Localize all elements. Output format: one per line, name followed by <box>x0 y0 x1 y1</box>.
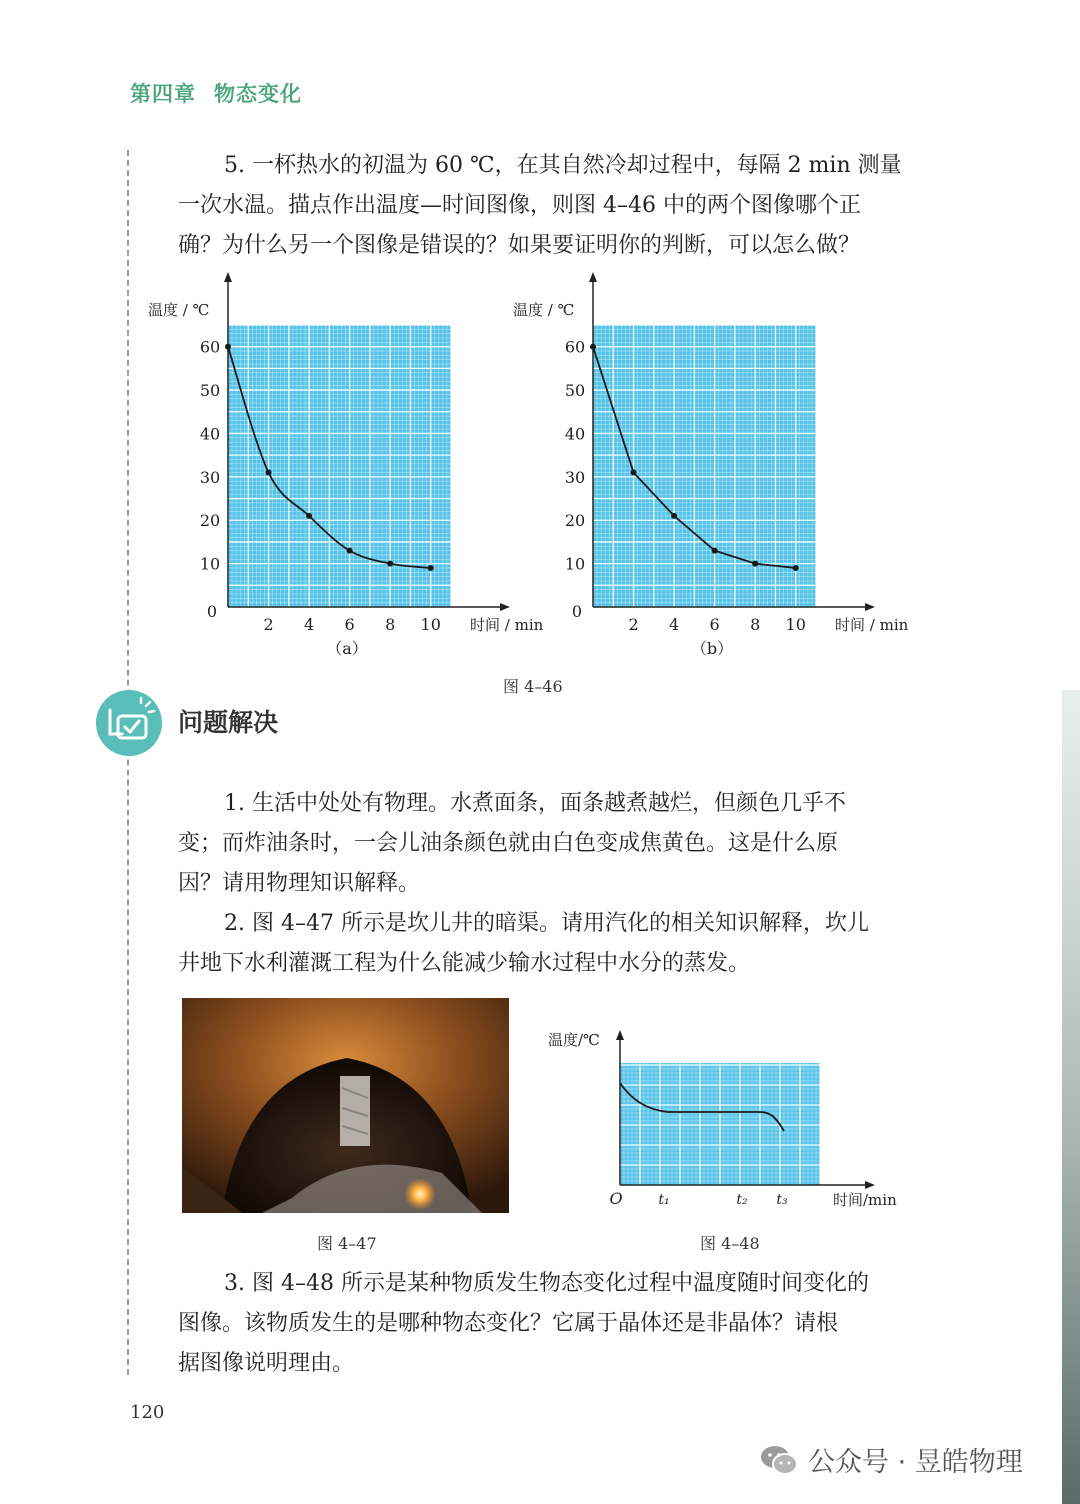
origin-label: O <box>609 1189 623 1208</box>
x-tick-label: 8 <box>385 615 396 634</box>
figure-4-48-caption: 图 4–48 <box>700 1234 760 1253</box>
y-tick-label: 50 <box>564 381 586 401</box>
chapter-number: 第四章 <box>130 81 196 106</box>
chart-4-48 <box>540 1020 930 1220</box>
y-tick-label: 60 <box>564 337 586 357</box>
question-5-line-3: 确？为什么另一个图像是错误的？如果要证明你的判断，可以怎么做？ <box>178 233 861 258</box>
origin-label: 0 <box>206 602 218 621</box>
grid-background <box>593 325 816 607</box>
data-point <box>590 344 596 350</box>
y-axis-arrow <box>589 272 597 282</box>
y-tick-label: 40 <box>564 424 586 444</box>
data-point <box>793 565 799 571</box>
y-tick-label: 10 <box>564 554 586 574</box>
y-tick-label: 30 <box>564 467 586 487</box>
watermark <box>760 1440 1023 1479</box>
x-tick-label: 10 <box>420 615 441 634</box>
x-axis-arrow <box>865 603 875 611</box>
x-axis-label: 时间 / min <box>835 616 909 634</box>
data-point <box>428 565 434 571</box>
section-title: 问题解决 <box>178 708 279 737</box>
y-axis-arrow <box>616 1030 624 1040</box>
y-tick-label: 50 <box>199 381 221 401</box>
x-axis-label: 时间/min <box>833 1191 897 1209</box>
problem-3 <box>178 1264 918 1384</box>
y-tick-label: 30 <box>199 467 221 487</box>
question-5-line-1: 5. 一杯热水的初温为 60 ℃，在其自然冷却过程中，每隔 2 min 测量 <box>224 153 902 178</box>
chapter-title: 物态变化 <box>214 81 302 106</box>
data-point <box>225 344 231 350</box>
figure-4-46-caption: 图 4–46 <box>503 677 563 696</box>
grid-background <box>228 325 451 607</box>
problem-2-line-2: 井地下水利灌溉工程为什么能减少输水过程中水分的蒸发。 <box>178 951 751 976</box>
problem-3-line-1: 3. 图 4–48 所示是某种物质发生物态变化过程中温度随时间变化的 <box>224 1271 869 1296</box>
problem-1-line-3: 因？请用物理知识解释。 <box>178 871 421 896</box>
data-point <box>387 561 393 567</box>
x-tick-label: 2 <box>628 615 639 634</box>
problem-solving-icon <box>96 690 162 756</box>
data-point <box>631 470 637 476</box>
chapter-header <box>130 78 302 108</box>
x-tick-label: t₂ <box>736 1192 748 1208</box>
problem-1-line-2: 变；而炸油条时，一会儿油条颜色就由白色变成焦黄色。这是什么原 <box>178 831 839 856</box>
x-tick-label: 8 <box>750 615 761 634</box>
figure-4-47-caption: 图 4–47 <box>317 1234 377 1253</box>
origin-label: 0 <box>571 602 583 621</box>
chart-4-46-b <box>505 270 925 665</box>
data-point <box>752 561 758 567</box>
y-tick-label: 40 <box>199 424 221 444</box>
x-tick-label: t₁ <box>658 1192 670 1208</box>
data-point <box>266 470 272 476</box>
x-tick-label: t₃ <box>776 1192 788 1208</box>
data-point <box>671 513 677 519</box>
problem-3-line-3: 据图像说明理由。 <box>178 1351 355 1376</box>
y-tick-label: 20 <box>199 511 221 531</box>
x-tick-label: 10 <box>785 615 806 634</box>
page-number: 120 <box>130 1402 165 1423</box>
x-tick-label: 4 <box>668 615 680 634</box>
y-tick-label: 60 <box>199 337 221 357</box>
question-5 <box>178 146 918 266</box>
problem-2-line-1: 2. 图 4–47 所示是坎儿井的暗渠。请用汽化的相关知识解释，坎儿 <box>224 911 869 936</box>
chart-4-46-a <box>140 270 560 665</box>
panel-label: （b） <box>690 639 734 658</box>
question-5-line-2: 一次水温。描点作出温度—时间图像，则图 4–46 中的两个图像哪个正 <box>178 193 861 218</box>
y-axis-label: 温度/℃ <box>548 1031 600 1049</box>
karez-tunnel-photo <box>182 998 509 1213</box>
x-tick-label: 2 <box>263 615 274 634</box>
y-axis-label: 温度 / ℃ <box>148 301 210 319</box>
x-axis-label: 时间 / min <box>470 616 544 634</box>
y-tick-label: 20 <box>564 511 586 531</box>
panel-label: （a） <box>326 639 368 658</box>
x-tick-label: 4 <box>303 615 315 634</box>
data-point <box>347 548 353 554</box>
problem-3-line-2: 图像。该物质发生的是哪种物态变化？它属于晶体还是非晶体？请根 <box>178 1311 839 1336</box>
x-axis-arrow <box>865 1181 875 1189</box>
x-tick-label: 6 <box>709 615 720 634</box>
data-point <box>306 513 312 519</box>
y-axis-arrow <box>224 272 232 282</box>
watermark-text: 公众号 · 昱皓物理 <box>808 1447 1023 1478</box>
y-axis-label: 温度 / ℃ <box>513 301 575 319</box>
x-tick-label: 6 <box>344 615 355 634</box>
y-tick-label: 10 <box>199 554 221 574</box>
margin-dashed-rule <box>127 150 129 1375</box>
problem-1 <box>178 784 918 984</box>
page-edge-photo-strip <box>1062 690 1080 1504</box>
data-point <box>712 548 718 554</box>
problem-1-line-1: 1. 生活中处处有物理。水煮面条，面条越煮越烂，但颜色几乎不 <box>224 791 846 816</box>
wechat-icon <box>760 1444 798 1476</box>
